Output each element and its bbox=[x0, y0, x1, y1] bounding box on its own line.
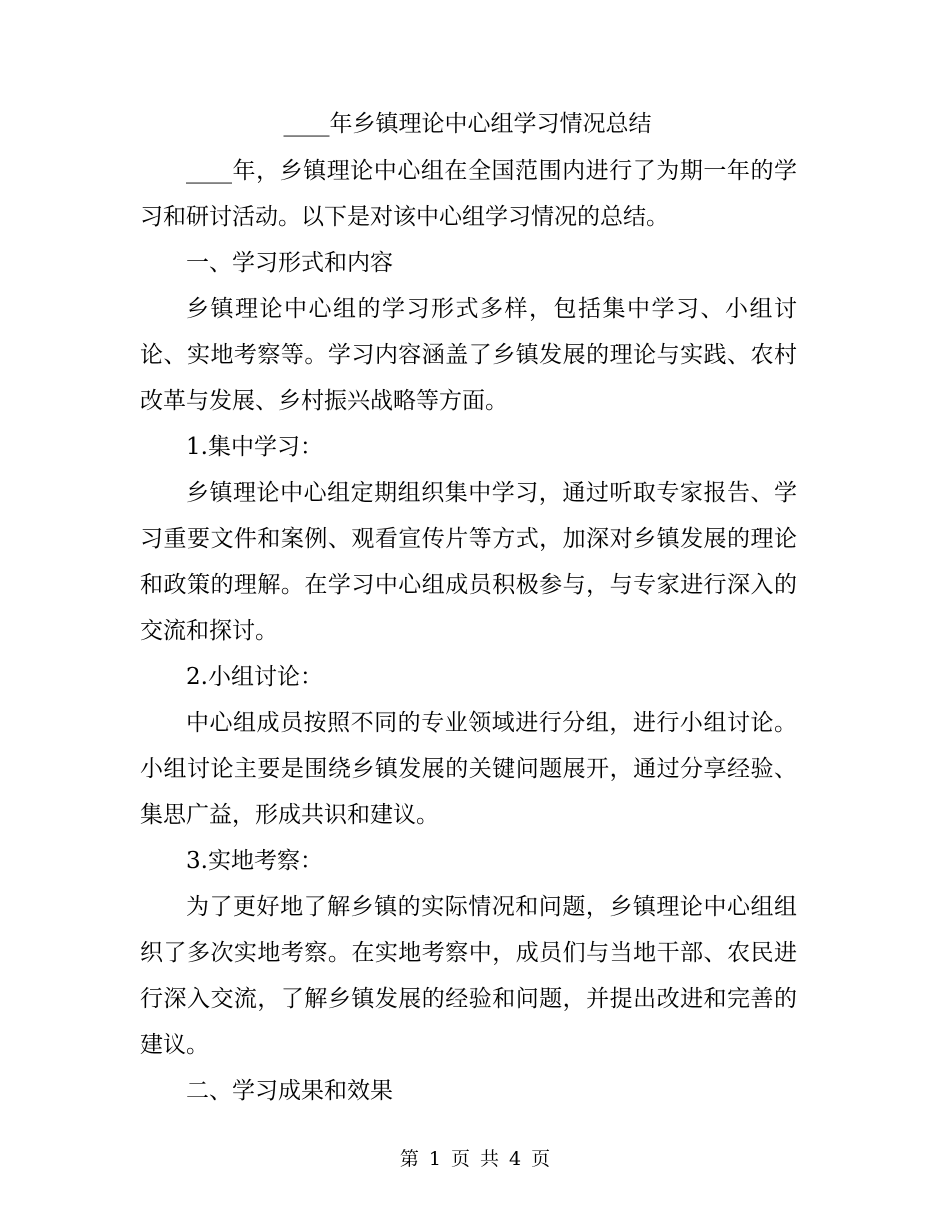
intro-paragraph: ____年，乡镇理论中心组在全国范围内进行了为期一年的学习和研讨活动。以下是对该中心组学习情况的总结。 bbox=[140, 158, 797, 230]
document-title: ____年乡镇理论中心组学习情况总结 bbox=[283, 111, 652, 137]
page-footer: 第 1 页 共 4 页 bbox=[399, 1148, 551, 1170]
subheading-1: 1.集中学习： bbox=[186, 434, 323, 460]
section-heading-2: 二、学习成果和效果 bbox=[186, 1078, 393, 1104]
subsection-3-paragraph: 为了更好地了解乡镇的实际情况和问题，乡镇理论中心组组织了多次实地考察。在实地考察中，成员们与当地干部、农民进行深入交流，了解乡镇发展的经验和问题，并提出改进和完善的建议。 bbox=[140, 894, 797, 1058]
section-1-paragraph: 乡镇理论中心组的学习形式多样，包括集中学习、小组讨论、实地考察等。学习内容涵盖了乡镇发展的理论与实践、农村改革与发展、乡村振兴战略等方面。 bbox=[140, 296, 797, 414]
section-heading-1: 一、学习形式和内容 bbox=[186, 250, 393, 276]
document-body bbox=[140, 148, 797, 1114]
subheading-2: 2.小组讨论： bbox=[186, 664, 323, 690]
subsection-2-paragraph: 中心组成员按照不同的专业领域进行分组，进行小组讨论。小组讨论主要是围绕乡镇发展的关键问题展开，通过分享经验、集思广益，形成共识和建议。 bbox=[140, 710, 797, 828]
subheading-3: 3.实地考察： bbox=[186, 848, 323, 874]
subsection-1-paragraph: 乡镇理论中心组定期组织集中学习，通过听取专家报告、学习重要文件和案例、观看宣传片等方式，加深对乡镇发展的理论和政策的理解。在学习中心组成员积极参与，与专家进行深入的交流和探讨。 bbox=[140, 480, 797, 644]
